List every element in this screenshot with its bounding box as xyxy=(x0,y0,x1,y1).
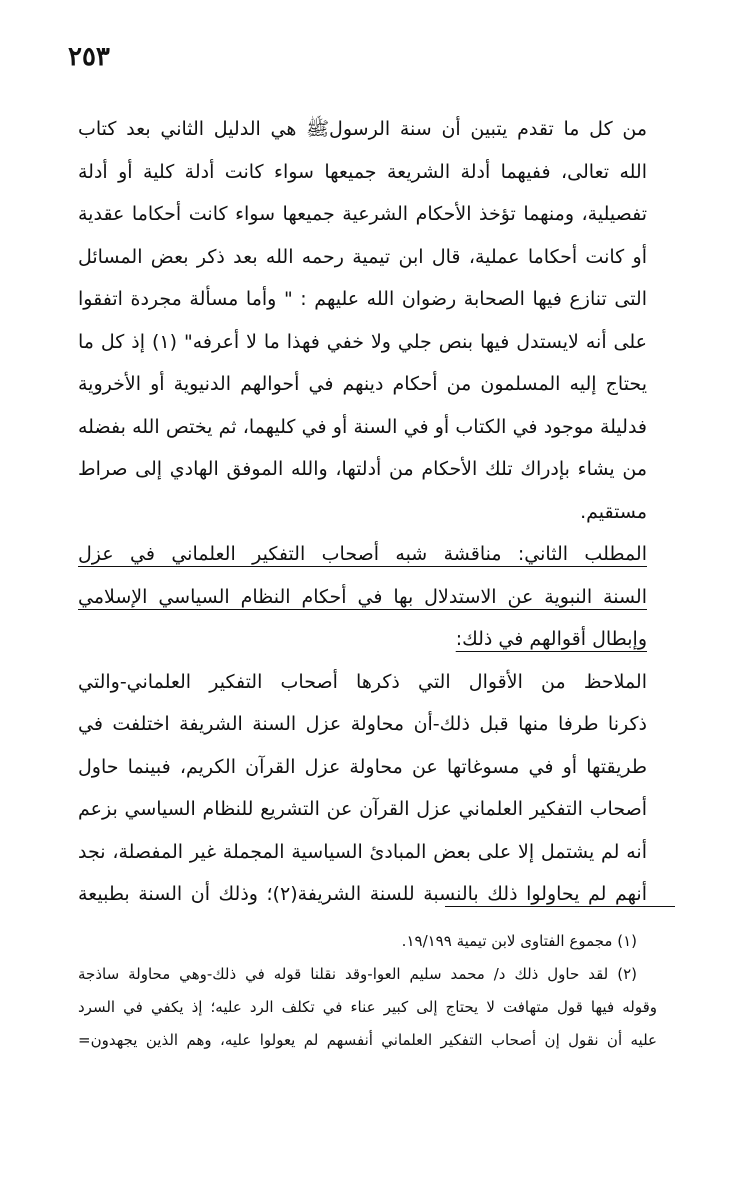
text-line: على أنه لايستدل فيها بنص جلي ولا خفي فهذا ما لا أعرفه" (١) إذ كل ما xyxy=(78,330,648,353)
text-line: يحتاج إليه المسلمون من أحكام دينهم في أحوالهم الدنيوية أو الأخروية xyxy=(78,373,647,395)
footnote-divider xyxy=(445,906,675,907)
main-text xyxy=(78,108,647,916)
text-line: الملاحظ من الأقوال التي ذكرها أصحاب التفكير العلماني-والتي xyxy=(78,670,647,693)
text-line: الله تعالى، ففيهما أدلة الشريعة جميعها سواء كانت أدلة كلية أو أدلة xyxy=(78,160,647,183)
text-line: أو كانت أحكاما عملية، قال ابن تيمية رحمه الله بعد ذكر بعض المسائل xyxy=(78,245,647,268)
footnote-2-cont: وقوله فيها قول متهافت لا يحتاج إلى كبير عناء في تكلف الرد عليه؛ إذ يكفي في السرد xyxy=(78,998,657,1016)
heading-line: المطلب الثاني: مناقشة شبه أصحاب التفكير العلماني في عزل xyxy=(78,543,647,565)
footnotes xyxy=(78,925,657,1057)
text-line: فدليلة موجود في الكتاب أو في السنة أو في كليهما، ثم يختص الله بفضله xyxy=(78,415,647,438)
text-line: تفصيلية، ومنهما تؤخذ الأحكام الشرعية جميعها سواء كانت أحكاما عقدية xyxy=(78,203,647,225)
paragraph-1 xyxy=(78,108,647,533)
page-number: ٢٥٣ xyxy=(68,42,110,72)
paragraph-2 xyxy=(78,661,647,916)
heading-line: السنة النبوية عن الاستدلال بها في أحكام النظام السياسي الإسلامي xyxy=(78,585,647,608)
section-heading xyxy=(78,533,647,661)
text-line: طريقتها أو في مسوغاتها عن محاولة عزل القرآن الكريم، فبينما حاول xyxy=(78,755,647,778)
text-line: أنه لم يشتمل إلا على بعض المبادئ السياسية المجملة غير المفصلة، نجد xyxy=(78,840,647,863)
text-line: ذكرنا طرفا منها قبل ذلك-أن محاولة عزل السنة الشريفة اختلفت في xyxy=(78,713,647,735)
text-line: التى تنازع فيها الصحابة رضوان الله عليهم : " وأما مسألة مجردة اتفقوا xyxy=(78,288,647,310)
text-line: أصحاب التفكير العلماني عزل القرآن عن التشريع للنظام السياسي بزعم xyxy=(78,798,647,820)
text-line: مستقيم. xyxy=(580,500,647,523)
footnote-2-cont: عليه أن نقول إن أصحاب التفكير العلماني أنفسهم لم يعولوا عليه، وهم الذين يجهدون= xyxy=(78,1031,657,1049)
text-line: من يشاء بإدراك تلك الأحكام من أدلتها، والله الموفق الهادي إلى صراط xyxy=(78,458,647,480)
footnote-2: (٢) لقد حاول ذلك د/ محمد سليم العوا-وقد نقلنا قوله في ذلك-وهي محاولة ساذجة xyxy=(78,965,637,983)
text-line: أنهم لم يحاولوا ذلك بالنسبة للسنة الشريفة(٢)؛ وذلك أن السنة بطبيعة xyxy=(78,883,647,905)
heading-line: وإبطال أقوالهم في ذلك: xyxy=(455,628,647,650)
text-line: من كل ما تقدم يتبين أن سنة الرسولﷺ هي الدليل الثاني بعد كتاب xyxy=(78,118,647,140)
footnote-1: (١) مجموع الفتاوى لابن تيمية ١٩/١٩٩. xyxy=(401,932,637,950)
